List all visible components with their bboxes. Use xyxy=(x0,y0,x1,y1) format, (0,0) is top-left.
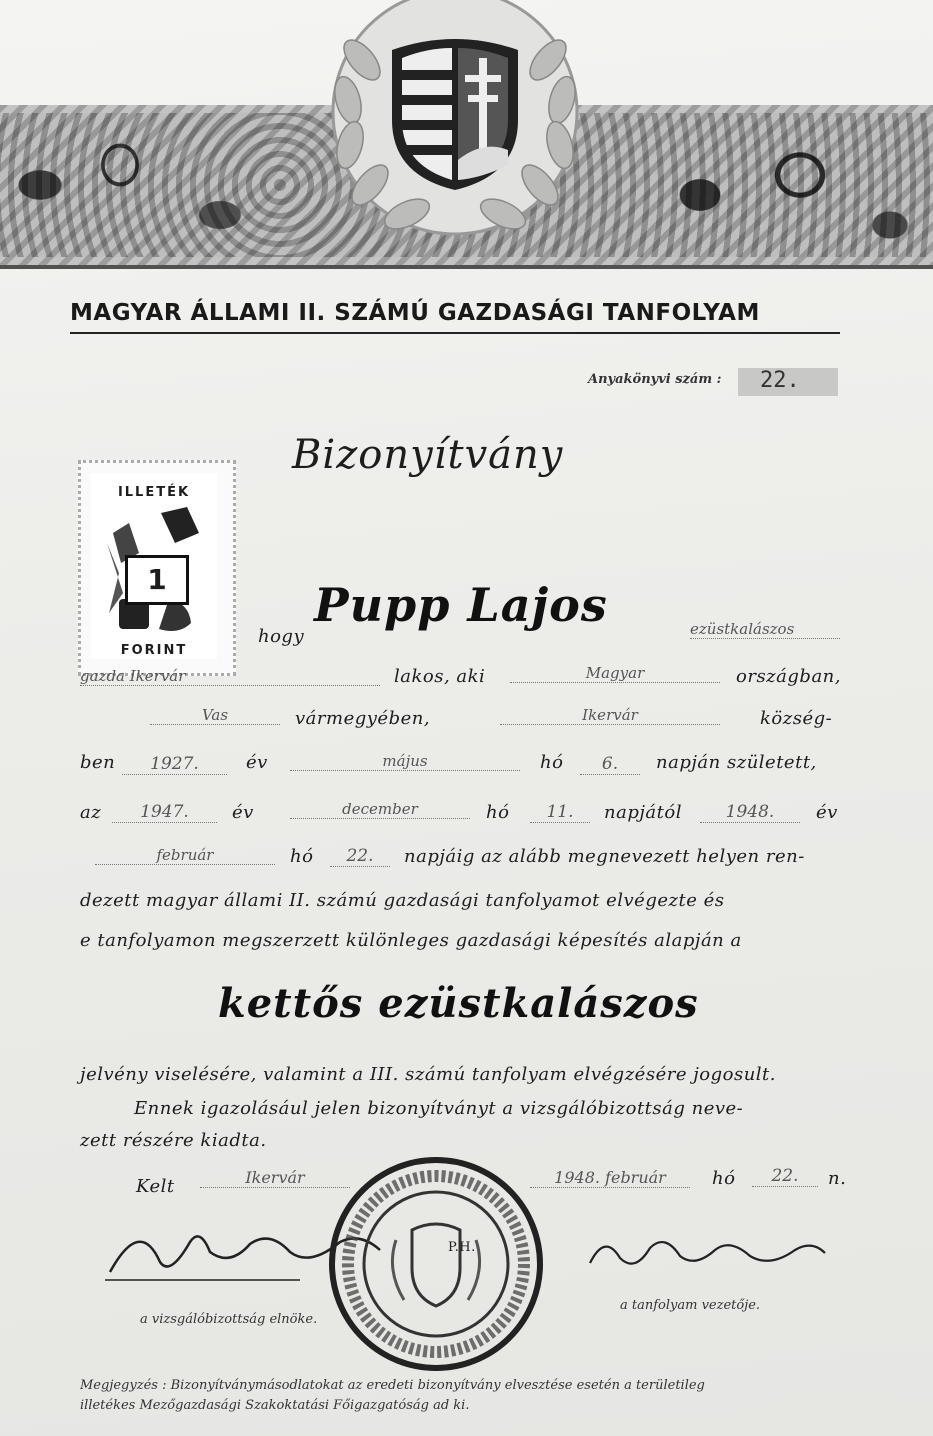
fee-stamp xyxy=(78,460,236,676)
issue-day-field: 22. xyxy=(752,1166,818,1187)
fee-stamp-top-label: ILLETÉK xyxy=(117,485,191,500)
text-ev-3: év xyxy=(816,802,838,823)
coat-of-arms-emblem xyxy=(322,0,588,250)
fee-stamp-bottom-label: FORINT xyxy=(120,643,188,658)
birth-year-field: 1927. xyxy=(122,754,227,775)
director-signature-label: a tanfolyam vezetője. xyxy=(620,1298,761,1313)
text-varmegyeben: vármegyében, xyxy=(295,708,431,729)
text-kozseg: község- xyxy=(760,708,833,729)
to-year-field: 1948. xyxy=(700,802,800,823)
text-az: az xyxy=(80,802,102,823)
text-hogy: hogy xyxy=(258,626,305,647)
student-name: Pupp Lajos xyxy=(314,578,608,632)
issue-date-field: 1948. február xyxy=(530,1168,690,1188)
text-kelt: Kelt xyxy=(136,1176,175,1197)
from-month-field: december xyxy=(290,800,470,819)
birth-day-field: 6. xyxy=(580,754,640,775)
text-line-9: jelvény viselésére, valamint a III. számú tanfolyam elvégzésére jogosult. xyxy=(80,1064,777,1085)
registry-label: Anyakönyvi szám : xyxy=(588,372,722,387)
fee-stamp-value: 1 xyxy=(125,555,189,605)
residence-field: gazda Ikervár xyxy=(80,667,380,686)
text-line-7: dezett magyar állami II. számú gazdasági tanfolyamot elvégezte és xyxy=(80,890,725,911)
note-line-1: Megjegyzés : Bizonyítványmásodlatokat az eredeti bizonyítvány elvesztése esetén a területileg xyxy=(80,1378,705,1393)
text-line-8: e tanfolyamon megszerzett különleges gazdasági képesítés alapján a xyxy=(80,930,742,951)
county-field: Vas xyxy=(150,706,280,725)
from-day-field: 11. xyxy=(530,802,590,823)
text-lakos-aki: lakos, aki xyxy=(394,666,486,687)
text-ho-4: hó xyxy=(712,1168,736,1189)
text-ev-2: év xyxy=(232,802,254,823)
text-line-10: Ennek igazolásául jelen bizonyítványt a vizsgálóbizottság neve- xyxy=(134,1098,744,1119)
official-round-seal xyxy=(326,1150,546,1378)
institution-title: MAGYAR ÁLLAMI II. SZÁMÚ GAZDASÁGI TANFOLYAM xyxy=(70,300,840,334)
text-ev-1: év xyxy=(246,752,268,773)
text-ho-2: hó xyxy=(486,802,510,823)
from-year-field: 1947. xyxy=(112,802,217,823)
director-signature xyxy=(580,1228,830,1288)
text-napjaig: napjáig az alább megnevezett helyen ren- xyxy=(404,846,805,867)
text-n: n. xyxy=(828,1168,847,1189)
village-field: Ikervár xyxy=(500,706,720,725)
certificate-heading: Bizonyítvány xyxy=(292,432,564,478)
occupation-field: ezüstkalászos xyxy=(690,620,840,639)
country-field: Magyar xyxy=(510,664,720,683)
text-orszagban: országban, xyxy=(736,666,841,687)
award-title: kettős ezüstkalászos xyxy=(218,980,699,1027)
text-napjan-szuletett: napján született, xyxy=(656,752,817,773)
text-napjatol: napjától xyxy=(604,802,682,823)
ph-mark: P.H. xyxy=(448,1240,476,1255)
text-ho-1: hó xyxy=(540,752,564,773)
text-line-11: zett részére kiadta. xyxy=(80,1130,267,1151)
registry-number: 22. xyxy=(760,368,800,393)
chairman-signature-label: a vizsgálóbizottság elnöke. xyxy=(140,1312,318,1327)
text-ben: ben xyxy=(80,752,116,773)
issue-place-field: Ikervár xyxy=(200,1168,350,1188)
birth-month-field: május xyxy=(290,752,520,771)
to-month-field: február xyxy=(95,846,275,865)
text-ho-3: hó xyxy=(290,846,314,867)
to-day-field: 22. xyxy=(330,846,390,867)
note-line-2: illetékes Mezőgazdasági Szakoktatási Főigazgatóság ad ki. xyxy=(80,1398,470,1413)
